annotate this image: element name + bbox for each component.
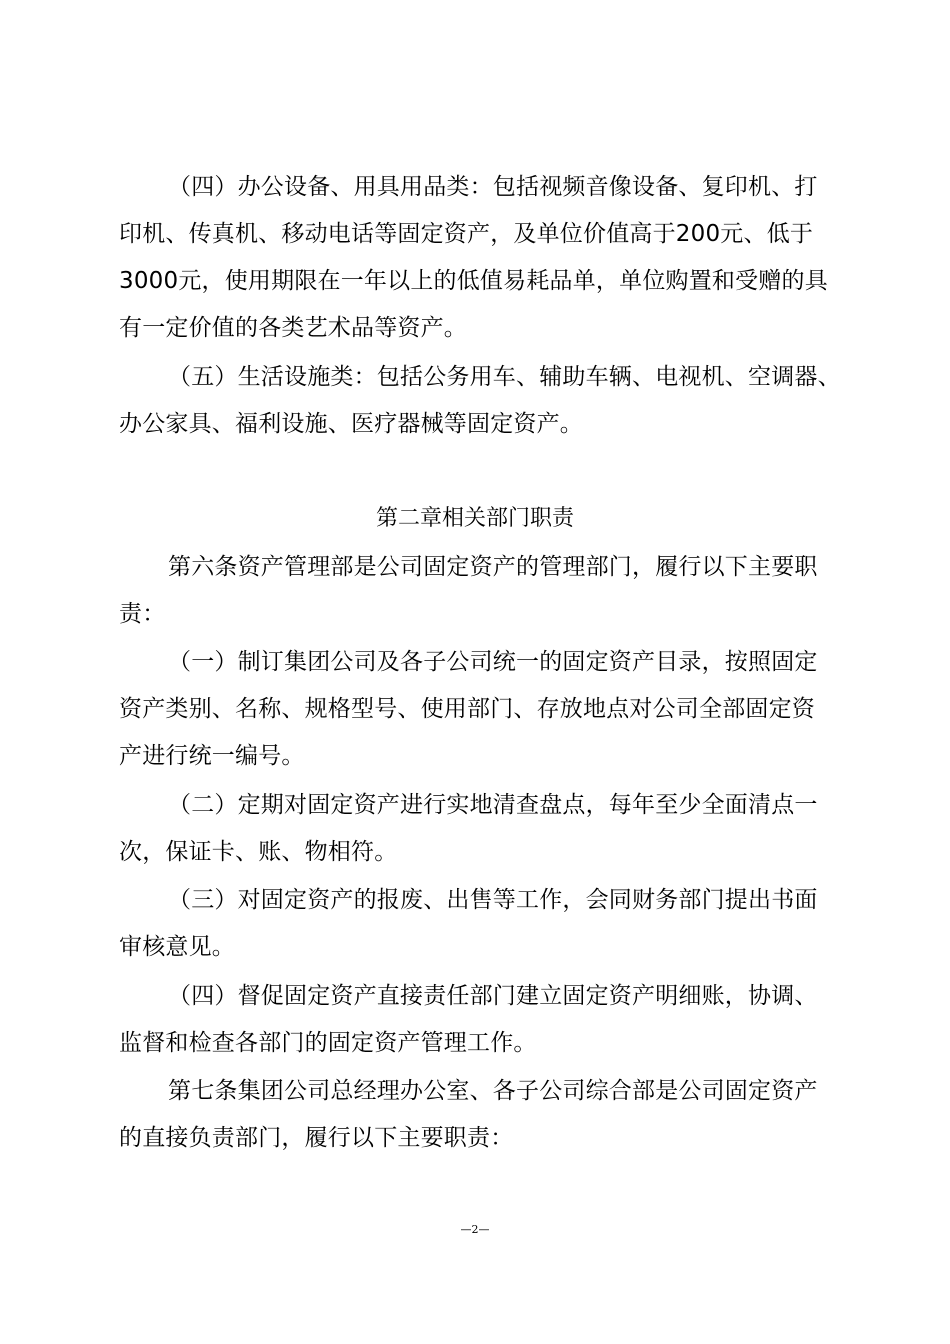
page-number: —2— — [460, 1223, 490, 1236]
paragraph-line: 第七条集团公司总经理办公室、各子公司综合部是公司固定资产 — [168, 1078, 818, 1104]
paragraph-line: 监督和检查各部门的固定资产管理工作。 — [119, 1030, 537, 1056]
paragraph-line: 印机、传真机、移动电话等固定资产，及单位价值高于200元、低于 — [119, 221, 814, 247]
chapter-heading: 第二章相关部门职责 — [375, 506, 574, 531]
paragraph-line: （四）办公设备、用具用品类：包括视频音像设备、复印机、打 — [168, 174, 818, 200]
paragraph-line: 产进行统一编号。 — [119, 743, 305, 769]
paragraph-line: 审核意见。 — [119, 934, 235, 960]
paragraph-line: （一）制订集团公司及各子公司统一的固定资产目录，按照固定 — [168, 649, 818, 675]
paragraph-line: 资产类别、名称、规格型号、使用部门、存放地点对公司全部固定资 — [119, 696, 815, 722]
paragraph-line: （三）对固定资产的报废、出售等工作，会同财务部门提出书面 — [168, 887, 818, 913]
paragraph-line: （五）生活设施类：包括公务用车、辅助车辆、电视机、空调器、 — [168, 364, 841, 390]
paragraph-line: （二）定期对固定资产进行实地清查盘点，每年至少全面清点一 — [168, 792, 818, 818]
paragraph-line: 责： — [119, 601, 166, 627]
paragraph-line: 办公家具、福利设施、医疗器械等固定资产。 — [119, 411, 583, 437]
paragraph-line: 3000元，使用期限在一年以上的低值易耗品单，单位购置和受赠的具 — [119, 268, 828, 294]
paragraph-line: 第六条资产管理部是公司固定资产的管理部门，履行以下主要职 — [168, 554, 818, 580]
paragraph-line: 次，保证卡、账、物相符。 — [119, 839, 398, 865]
paragraph-line: （四）督促固定资产直接责任部门建立固定资产明细账，协调、 — [168, 983, 818, 1009]
paragraph-line: 有一定价值的各类艺术品等资产。 — [119, 315, 467, 341]
paragraph-line: 的直接负责部门，履行以下主要职责： — [119, 1125, 514, 1151]
